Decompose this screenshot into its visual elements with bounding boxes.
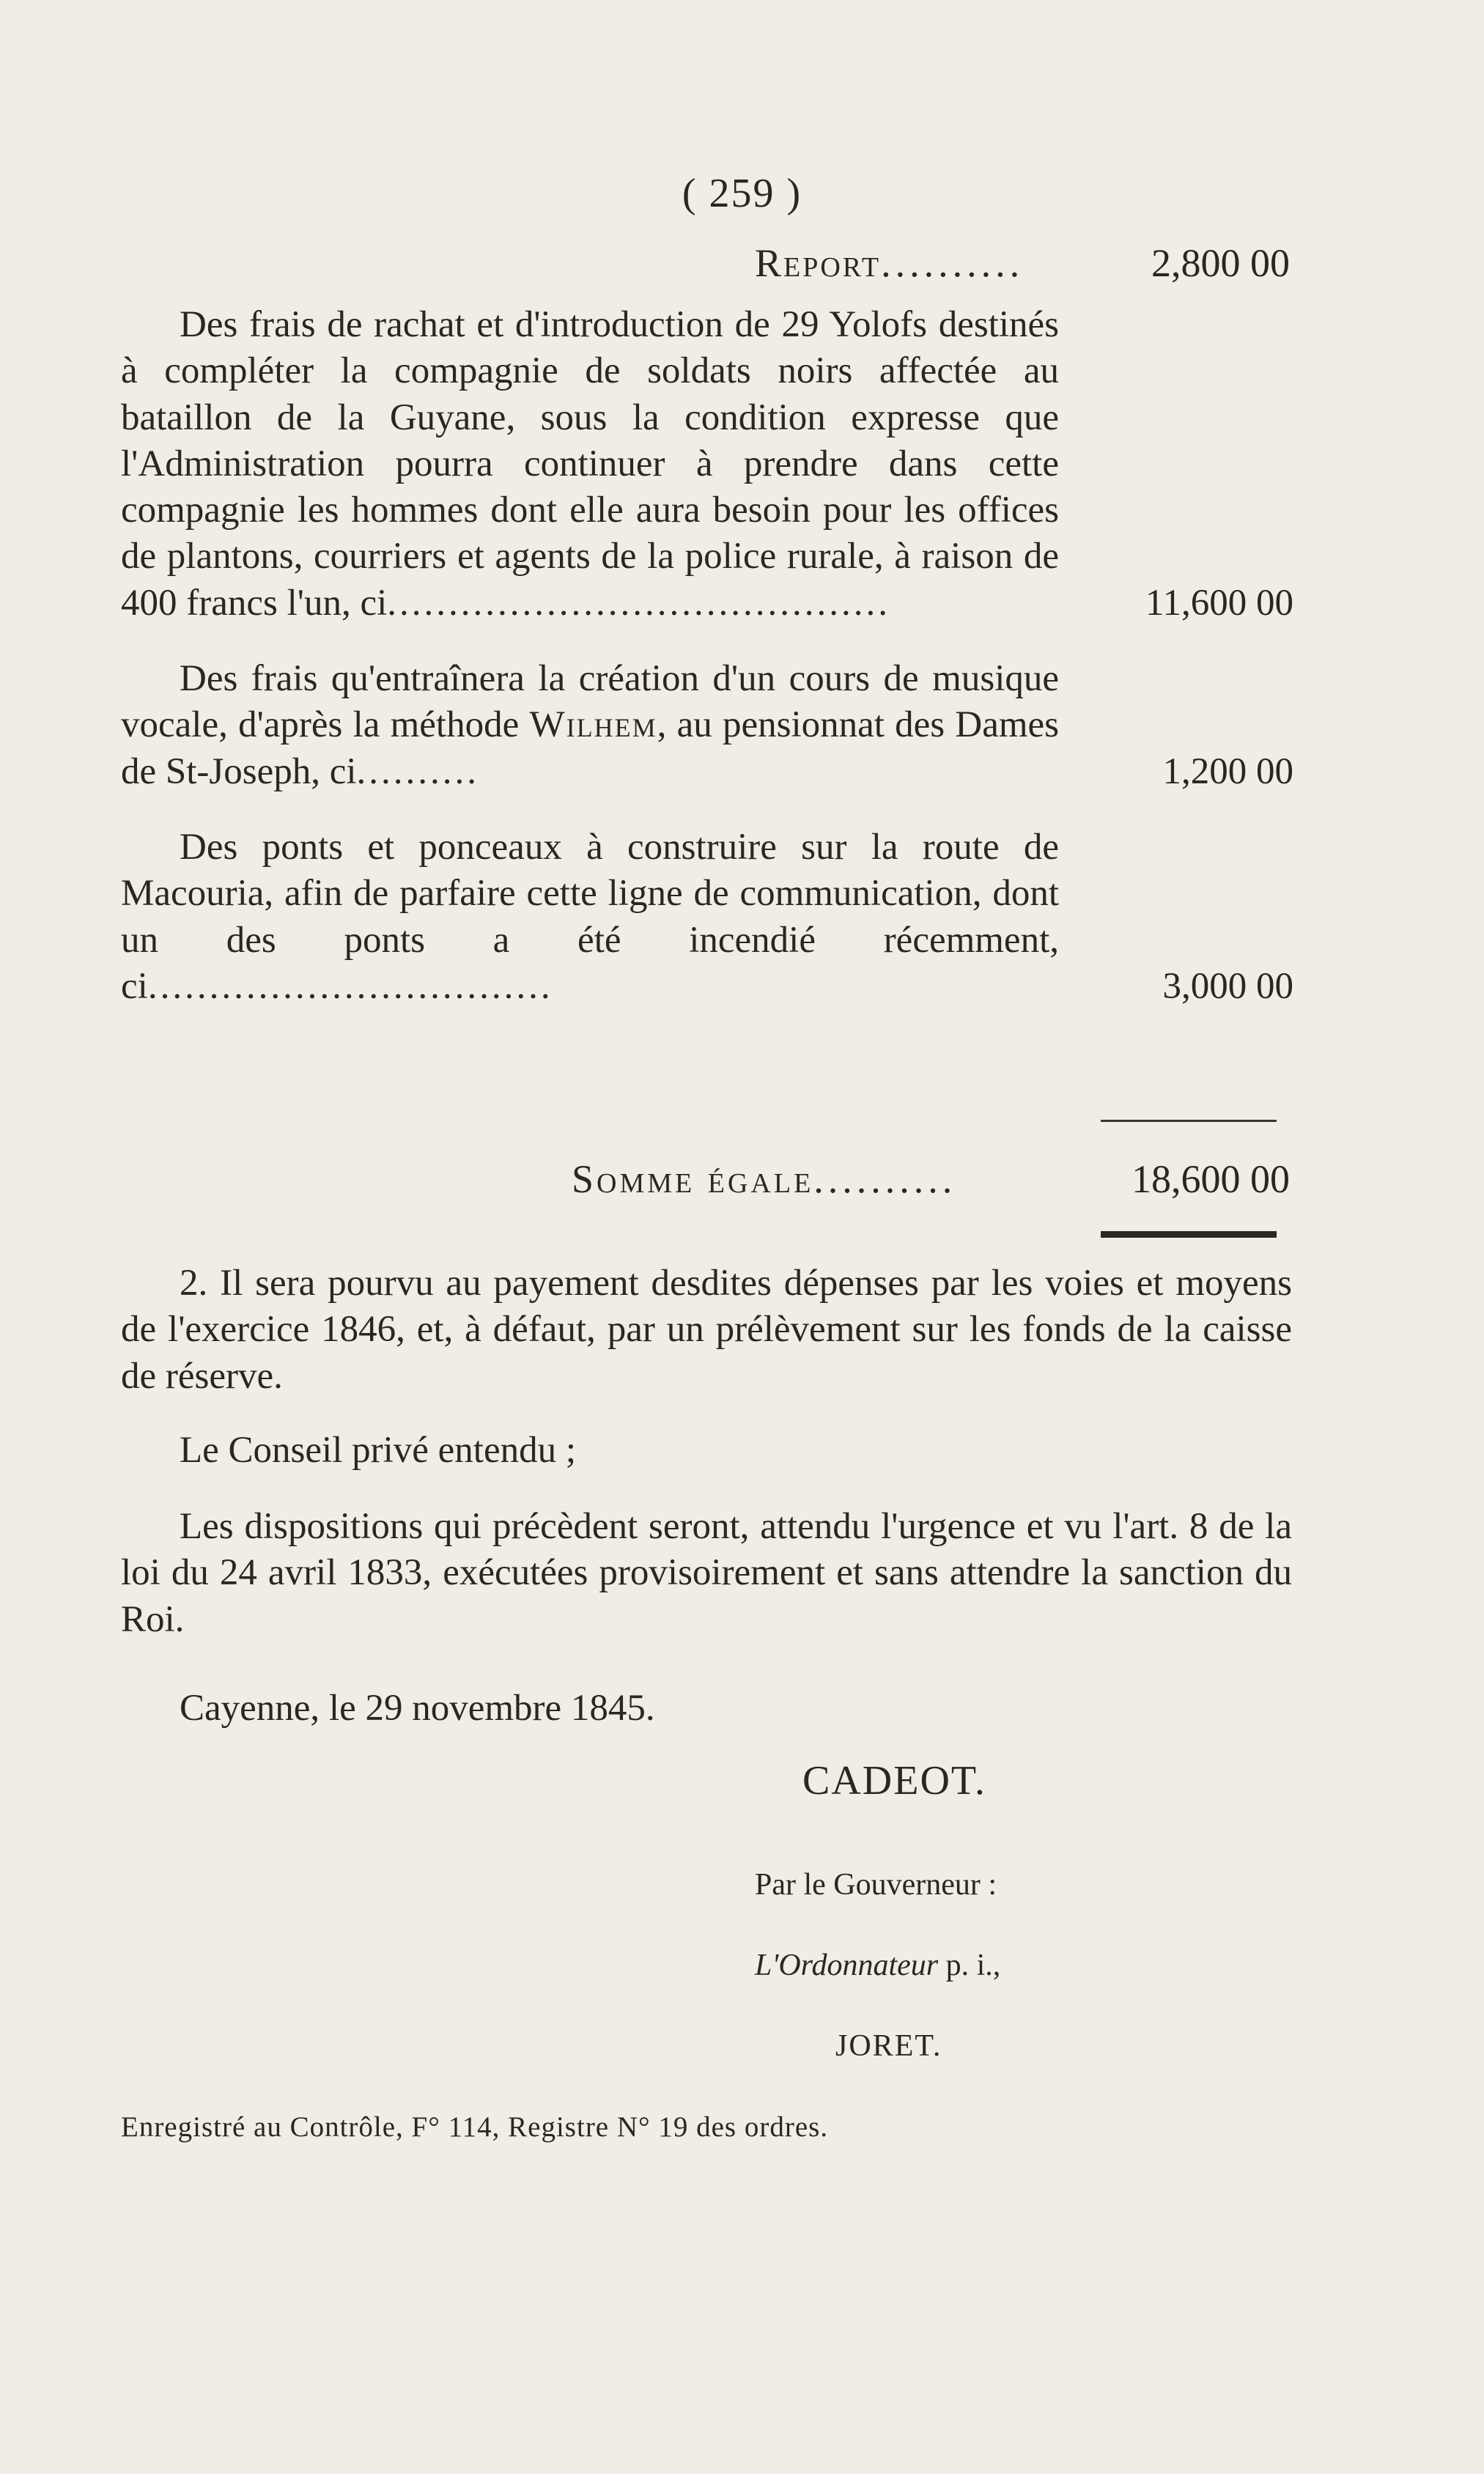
article-2: 2. Il sera pourvu au payement desdites dépenses par les voies et moyens de l'exercice 1846, et, à défaut, par un prélèvement sur les fonds de la caisse de réserve. [121,1263,1292,1397]
expense-item-yolofs [121,302,1293,627]
page-number: ( 259 ) [682,171,802,216]
expense-item-description: Des frais qu'entraînera la création d'un cours de musique vocale, d'après la méthode [121,658,1059,746]
expense-item-amount: 3,000 00 [1162,965,1293,1007]
ordonnateur-title: L'Ordonnateur [755,1949,939,1982]
expense-item-dots: .......... [356,750,480,792]
expense-items [121,302,1293,1039]
expense-item-music-course [121,656,1293,795]
by-governor-line: Par le Gouverneur : [755,1868,997,1902]
expense-item-text [121,656,1059,795]
ordonnateur-suffix: p. i., [938,1949,1001,1982]
governor-signature: CADEOT. [802,1758,986,1803]
expense-item-amount: 1,200 00 [1162,750,1293,792]
expense-item-description: Des frais de rachat et d'introduction de 29 Yolofs destinés à compléter la compagnie de soldats noirs affectée au bataillon de la Guyane, sous la condition expresse que l'Administration pourra continuer à prendre dans cette compagnie les hommes dont elle aura besoin pour les offices de plantons, courriers et agents de la police rurale, à raison de 400 francs l'un, ci [121,304,1059,624]
total-dots: .......... [813,1157,957,1201]
dispositions-paragraph: Les dispositions qui précèdent seront, attendu l'urgence et vu l'art. 8 de la loi du 24 avril 1833, exécutées provisoirement et sans attendre la sanction du Roi. [121,1506,1292,1640]
expense-item-description: Des ponts et ponceaux à construire sur la route de Macouria, afin de parfaire cette ligne de communication, dont un des ponts a été incendié récemment, ci [121,826,1059,1007]
total-rule [1101,1231,1277,1238]
conseil-paragraph: Le Conseil privé entendu ; [180,1430,577,1471]
ordonnateur-line [755,1948,1000,1983]
expense-item-dots: ................................. [147,965,553,1007]
expense-item-amount: 11,600 00 [1145,582,1293,624]
expense-item-description-end: , au pensionnat des Dames de St-Joseph, ci [121,704,1059,792]
expense-item-dots: ......................................... [387,582,891,624]
expense-item-text [121,302,1059,627]
report-amount: 2,800 00 [1151,241,1290,285]
sum-rule [1101,1120,1277,1122]
expense-item-bridges [121,824,1293,1010]
report-label: Report [755,241,882,285]
total-label: Somme égale [572,1157,814,1201]
total-amount: 18,600 00 [1132,1157,1290,1201]
total-line [572,1156,1290,1202]
report-dots: .......... [881,241,1025,285]
date-line: Cayenne, le 29 novembre 1845. [180,1688,655,1729]
method-name: Wilhem [529,704,657,746]
registration-note: Enregistré au Contrôle, F° 114, Registre N° 19 des ordres. [121,2111,829,2143]
report-line [755,240,1290,286]
countersignature: JORET. [835,2029,942,2063]
expense-item-text [121,824,1059,1010]
